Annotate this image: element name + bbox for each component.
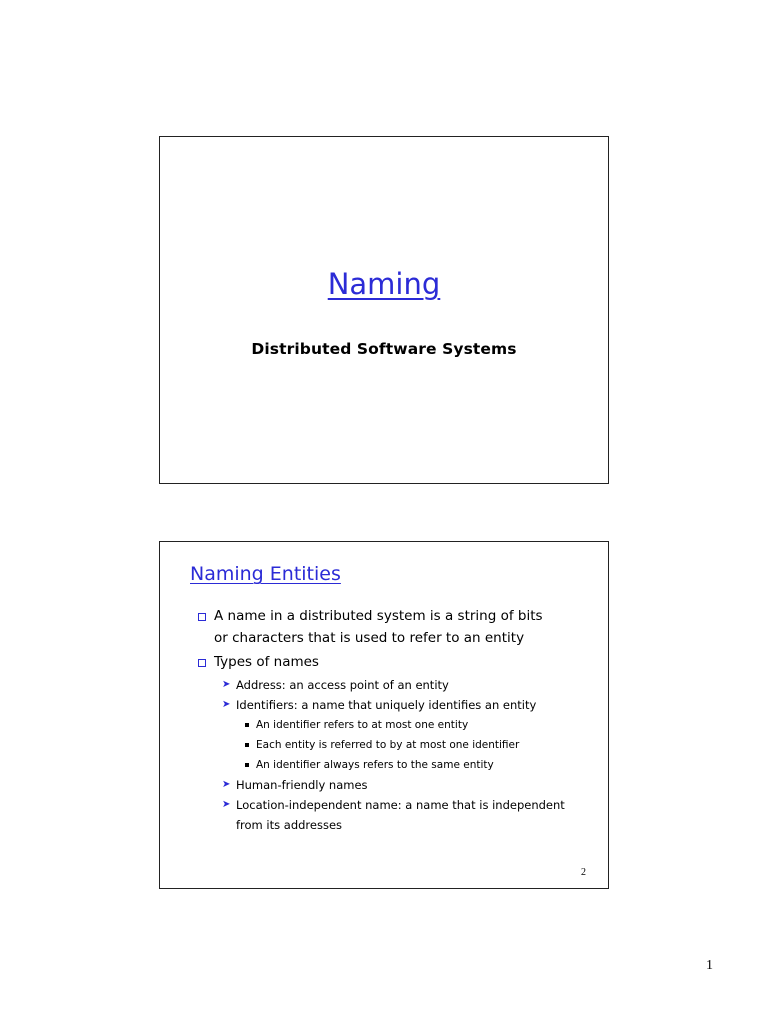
arrow-bullet-icon: ➤ (222, 679, 231, 690)
slide-1-subtitle: Distributed Software Systems (251, 340, 517, 358)
square-bullet-icon (198, 659, 206, 667)
small-square-bullet-icon (245, 763, 249, 767)
slide-1 (159, 136, 609, 484)
slide-1-title: Naming (327, 267, 441, 301)
small-square-bullet-icon (245, 723, 249, 727)
bullet-text: A name in a distributed system is a string of bits (214, 608, 543, 624)
sub-sub-bullet: An identifier refers to at most one entity (198, 715, 598, 735)
bullet-text-continued: or characters that is used to refer to an entity (214, 630, 525, 646)
bullet-text: Types of names (214, 654, 319, 670)
bullet-types-of-names (198, 651, 598, 673)
slide-number: 2 (581, 867, 586, 878)
slide-2-title: Naming Entities (190, 563, 341, 585)
sub-sub-bullet: An identifier always refers to the same entity (198, 755, 598, 775)
square-bullet-icon (198, 613, 206, 621)
sub-bullet-address: ➤ Address: an access point of an entity (198, 675, 598, 695)
sub-bullet-identifiers: ➤ Identifiers: a name that uniquely identifies an entity (198, 695, 598, 715)
slide-2 (159, 541, 609, 889)
page-number: 1 (706, 958, 713, 973)
sub-bullet-human-friendly: ➤ Human-friendly names (198, 775, 598, 795)
bullet-name-definition (198, 605, 598, 649)
sub-bullet-location-independent: ➤ Location-independent name: a name that is independent from its addresses (198, 795, 598, 835)
small-square-bullet-icon (245, 743, 249, 747)
arrow-bullet-icon: ➤ (222, 799, 231, 810)
arrow-bullet-icon: ➤ (222, 779, 231, 790)
arrow-bullet-icon: ➤ (222, 699, 231, 710)
sub-sub-bullet: Each entity is referred to by at most one identifier (198, 735, 598, 755)
slide-2-content (198, 605, 598, 835)
